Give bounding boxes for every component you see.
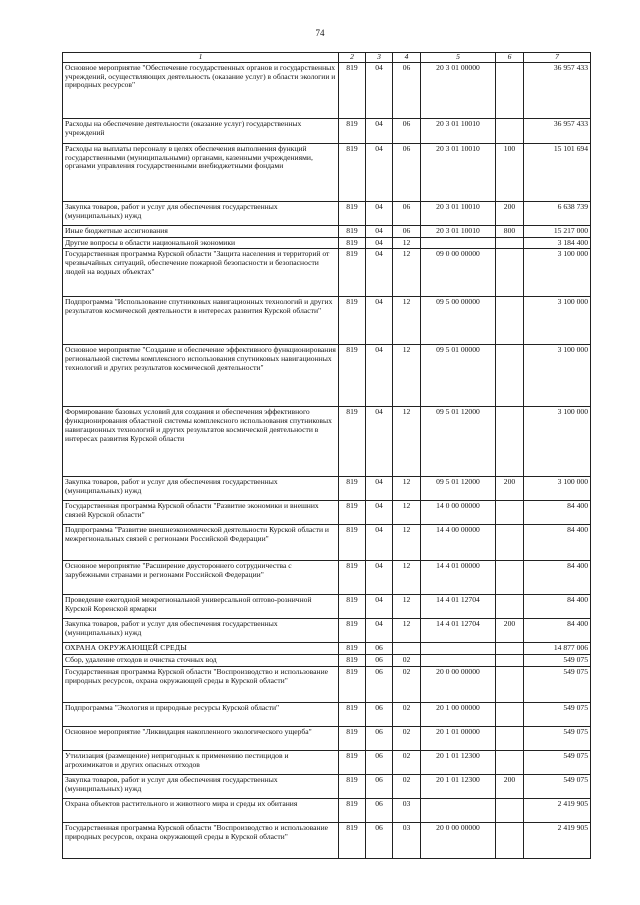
row-expense-type <box>496 798 524 822</box>
row-subsection-code: 12 <box>393 345 421 407</box>
row-target-article <box>421 798 496 822</box>
row-subsection-code: 03 <box>393 822 421 858</box>
page-number: 74 <box>315 28 325 38</box>
row-expense-type: 200 <box>496 619 524 643</box>
row-subsection-code: 06 <box>393 119 421 144</box>
row-section-code: 06 <box>366 643 393 655</box>
row-expense-type <box>496 407 524 477</box>
table-row <box>63 407 591 477</box>
row-section-code: 04 <box>366 595 393 619</box>
row-section-code: 04 <box>366 501 393 525</box>
row-ministry-code: 819 <box>339 63 366 119</box>
table-row <box>63 345 591 407</box>
row-expense-type <box>496 643 524 655</box>
row-section-code: 04 <box>366 144 393 202</box>
row-target-article: 14 4 01 12704 <box>421 595 496 619</box>
row-amount: 3 100 000 <box>524 407 591 477</box>
row-name: Формирование базовых условий для создания и обеспечения эффективного функционирования областной системы комплексного использования спутниковых навигационных технологий и других результатов космической деятельности в интересах развития Курской области <box>63 407 339 477</box>
row-ministry-code: 819 <box>339 345 366 407</box>
row-target-article: 09 5 01 12000 <box>421 477 496 501</box>
row-name: Закупка товаров, работ и услуг для обеспечения государственных (муниципальных) нужд <box>63 619 339 643</box>
row-section-code: 04 <box>366 297 393 345</box>
header-col-5: 5 <box>421 53 496 63</box>
table-row <box>63 702 591 726</box>
row-section-code: 04 <box>366 619 393 643</box>
row-amount: 84 400 <box>524 595 591 619</box>
row-name: Государственная программа Курской области "Воспроизводство и использование природных ресурсов, охрана окружающей среды в Курской области" <box>63 666 339 702</box>
row-expense-type <box>496 63 524 119</box>
row-ministry-code: 819 <box>339 561 366 595</box>
row-ministry-code: 819 <box>339 726 366 750</box>
row-name: Основное мероприятие "Ликвидация накопленного экологического ущерба" <box>63 726 339 750</box>
row-name: Основное мероприятие "Обеспечение государственных органов и государственных учреждений, осуществляющих деятельность (оказание услуг) в области экологии и природных ресурсов" <box>63 63 339 119</box>
row-ministry-code: 819 <box>339 655 366 667</box>
row-name: Другие вопросы в области национальной экономики <box>63 237 339 249</box>
header-col-1: 1 <box>63 53 339 63</box>
row-subsection-code: 02 <box>393 750 421 774</box>
row-subsection-code: 02 <box>393 666 421 702</box>
table-row <box>63 643 591 655</box>
row-section-code: 06 <box>366 822 393 858</box>
row-amount: 36 957 433 <box>524 119 591 144</box>
header-col-2: 2 <box>339 53 366 63</box>
table-row <box>63 202 591 226</box>
row-amount: 84 400 <box>524 619 591 643</box>
row-target-article: 20 0 00 00000 <box>421 666 496 702</box>
row-expense-type <box>496 249 524 297</box>
row-ministry-code: 819 <box>339 595 366 619</box>
row-expense-type <box>496 702 524 726</box>
table-row <box>63 774 591 798</box>
row-subsection-code: 12 <box>393 477 421 501</box>
row-expense-type: 800 <box>496 226 524 238</box>
header-row <box>63 53 591 63</box>
row-target-article: 14 4 01 00000 <box>421 561 496 595</box>
row-amount: 84 400 <box>524 501 591 525</box>
table-row <box>63 595 591 619</box>
row-amount: 549 075 <box>524 774 591 798</box>
row-subsection-code: 12 <box>393 249 421 297</box>
row-name: Подпрограмма "Экология и природные ресурсы Курской области" <box>63 702 339 726</box>
row-section-code: 04 <box>366 249 393 297</box>
row-ministry-code: 819 <box>339 477 366 501</box>
row-ministry-code: 819 <box>339 226 366 238</box>
row-section-code: 04 <box>366 525 393 561</box>
row-expense-type: 200 <box>496 477 524 501</box>
row-subsection-code: 06 <box>393 144 421 202</box>
row-section-code: 04 <box>366 477 393 501</box>
row-subsection-code: 02 <box>393 726 421 750</box>
row-amount: 3 100 000 <box>524 477 591 501</box>
row-expense-type <box>496 237 524 249</box>
row-expense-type: 200 <box>496 202 524 226</box>
row-subsection-code: 12 <box>393 561 421 595</box>
row-amount: 549 075 <box>524 666 591 702</box>
row-target-article <box>421 655 496 667</box>
row-section-code: 06 <box>366 798 393 822</box>
row-name: Закупка товаров, работ и услуг для обеспечения государственных (муниципальных) нужд <box>63 477 339 501</box>
row-subsection-code: 06 <box>393 202 421 226</box>
row-target-article: 09 5 01 00000 <box>421 345 496 407</box>
row-expense-type: 100 <box>496 144 524 202</box>
table-row <box>63 501 591 525</box>
row-section-code: 06 <box>366 726 393 750</box>
table-row <box>63 249 591 297</box>
row-subsection-code: 02 <box>393 702 421 726</box>
row-target-article <box>421 237 496 249</box>
row-amount: 3 100 000 <box>524 249 591 297</box>
row-subsection-code: 12 <box>393 237 421 249</box>
row-subsection-code: 06 <box>393 63 421 119</box>
row-target-article: 20 3 01 00000 <box>421 63 496 119</box>
row-name: Расходы на выплаты персоналу в целях обеспечения выполнения функций государственными (муниципальными) органами, казенными учреждениями, органами управления государственными внебюджетными фондами <box>63 144 339 202</box>
row-target-article: 09 5 00 00000 <box>421 297 496 345</box>
row-name: Подпрограмма "Использование спутниковых навигационных технологий и других результатов космической деятельности в интересах развития Курской области" <box>63 297 339 345</box>
row-name: Государственная программа Курской области "Развитие экономики и внешних связей Курской области" <box>63 501 339 525</box>
row-ministry-code: 819 <box>339 237 366 249</box>
row-target-article: 20 3 01 10010 <box>421 144 496 202</box>
row-ministry-code: 819 <box>339 144 366 202</box>
row-name: Подпрограмма "Развитие внешнеэкономической деятельности Курской области и межрегиональных связей с регионами Российской Федерации" <box>63 525 339 561</box>
row-amount: 6 638 739 <box>524 202 591 226</box>
row-subsection-code: 12 <box>393 501 421 525</box>
row-section-code: 04 <box>366 561 393 595</box>
row-name: Охрана объектов растительного и животного мира и среды их обитания <box>63 798 339 822</box>
row-ministry-code: 819 <box>339 407 366 477</box>
row-expense-type <box>496 822 524 858</box>
row-subsection-code: 12 <box>393 525 421 561</box>
table-row <box>63 237 591 249</box>
row-subsection-code: 02 <box>393 655 421 667</box>
table-row <box>63 119 591 144</box>
row-expense-type: 200 <box>496 774 524 798</box>
row-subsection-code: 03 <box>393 798 421 822</box>
row-ministry-code: 819 <box>339 774 366 798</box>
row-section-code: 04 <box>366 345 393 407</box>
row-ministry-code: 819 <box>339 119 366 144</box>
row-ministry-code: 819 <box>339 501 366 525</box>
row-amount: 549 075 <box>524 726 591 750</box>
row-amount: 3 100 000 <box>524 345 591 407</box>
row-expense-type <box>496 595 524 619</box>
row-expense-type <box>496 501 524 525</box>
row-ministry-code: 819 <box>339 666 366 702</box>
row-subsection-code <box>393 643 421 655</box>
row-amount: 15 101 694 <box>524 144 591 202</box>
row-amount: 3 184 400 <box>524 237 591 249</box>
table-row <box>63 822 591 858</box>
row-amount: 36 957 433 <box>524 63 591 119</box>
table-row <box>63 144 591 202</box>
table-row <box>63 750 591 774</box>
row-amount: 14 877 006 <box>524 643 591 655</box>
row-target-article: 09 5 01 12000 <box>421 407 496 477</box>
row-name: Основное мероприятие "Расширение двустороннего сотрудничества с зарубежными странами и регионами Российской Федерации" <box>63 561 339 595</box>
row-name: Утилизация (размещение) непригодных к применению пестицидов и агрохимикатов и других опасных отходов <box>63 750 339 774</box>
row-section-code: 06 <box>366 666 393 702</box>
row-target-article: 14 0 00 00000 <box>421 501 496 525</box>
row-ministry-code: 819 <box>339 297 366 345</box>
row-target-article: 20 1 00 00000 <box>421 702 496 726</box>
header-col-7: 7 <box>524 53 591 63</box>
row-ministry-code: 819 <box>339 525 366 561</box>
row-subsection-code: 12 <box>393 595 421 619</box>
row-amount: 15 217 000 <box>524 226 591 238</box>
header-col-3: 3 <box>366 53 393 63</box>
table-row <box>63 477 591 501</box>
row-expense-type <box>496 119 524 144</box>
table-row <box>63 619 591 643</box>
row-expense-type <box>496 297 524 345</box>
row-ministry-code: 819 <box>339 702 366 726</box>
table-row <box>63 226 591 238</box>
row-section-code: 04 <box>366 202 393 226</box>
row-section-code: 04 <box>366 237 393 249</box>
row-name: Закупка товаров, работ и услуг для обеспечения государственных (муниципальных) нужд <box>63 774 339 798</box>
row-amount: 2 419 905 <box>524 798 591 822</box>
row-ministry-code: 819 <box>339 822 366 858</box>
row-section-code: 06 <box>366 655 393 667</box>
row-section-code: 04 <box>366 119 393 144</box>
row-ministry-code: 819 <box>339 643 366 655</box>
table-row <box>63 666 591 702</box>
row-name: Закупка товаров, работ и услуг для обеспечения государственных (муниципальных) нужд <box>63 202 339 226</box>
row-amount: 549 075 <box>524 750 591 774</box>
row-target-article: 09 0 00 00000 <box>421 249 496 297</box>
row-name: Иные бюджетные ассигнования <box>63 226 339 238</box>
row-target-article: 14 4 01 12704 <box>421 619 496 643</box>
row-expense-type <box>496 525 524 561</box>
row-name: Сбор, удаление отходов и очистка сточных вод <box>63 655 339 667</box>
row-section-code: 04 <box>366 407 393 477</box>
row-target-article: 20 3 01 10010 <box>421 119 496 144</box>
row-target-article: 14 4 00 00000 <box>421 525 496 561</box>
row-amount: 84 400 <box>524 525 591 561</box>
row-target-article: 20 3 01 10010 <box>421 226 496 238</box>
row-amount: 2 419 905 <box>524 822 591 858</box>
row-expense-type <box>496 561 524 595</box>
budget-table <box>62 52 591 859</box>
row-ministry-code: 819 <box>339 750 366 774</box>
row-section-code: 06 <box>366 750 393 774</box>
header-col-4: 4 <box>393 53 421 63</box>
table-row <box>63 798 591 822</box>
row-target-article: 20 0 00 00000 <box>421 822 496 858</box>
row-name: Проведение ежегодной межрегиональной универсальной оптово-розничной Курской Коренской ярмарки <box>63 595 339 619</box>
row-amount: 84 400 <box>524 561 591 595</box>
row-section-code: 04 <box>366 63 393 119</box>
row-subsection-code: 12 <box>393 407 421 477</box>
table-row <box>63 297 591 345</box>
row-name: Государственная программа Курской области "Воспроизводство и использование природных ресурсов, охрана окружающей среды в Курской области" <box>63 822 339 858</box>
row-name: Основное мероприятие "Создание и обеспечение эффективного функционирования региональной системы комплексного использования спутниковых навигационных технологий и других результатов космической деятельности" <box>63 345 339 407</box>
row-expense-type <box>496 655 524 667</box>
row-expense-type <box>496 726 524 750</box>
row-section-code: 04 <box>366 226 393 238</box>
row-expense-type <box>496 345 524 407</box>
budget-table-body <box>63 63 591 859</box>
row-amount: 549 075 <box>524 655 591 667</box>
row-ministry-code: 819 <box>339 249 366 297</box>
row-expense-type <box>496 750 524 774</box>
table-row <box>63 63 591 119</box>
row-name: ОХРАНА ОКРУЖАЮЩЕЙ СРЕДЫ <box>63 643 339 655</box>
row-target-article <box>421 643 496 655</box>
row-subsection-code: 06 <box>393 226 421 238</box>
table-row <box>63 561 591 595</box>
row-name: Государственная программа Курской области "Защита населения и территорий от чрезвычайных ситуаций, обеспечение пожарной безопасности и безопасности людей на водных объектах" <box>63 249 339 297</box>
table-row <box>63 525 591 561</box>
row-target-article: 20 1 01 12300 <box>421 750 496 774</box>
row-subsection-code: 12 <box>393 297 421 345</box>
row-expense-type <box>496 666 524 702</box>
row-ministry-code: 819 <box>339 202 366 226</box>
table-row <box>63 655 591 667</box>
row-target-article: 20 3 01 10010 <box>421 202 496 226</box>
row-ministry-code: 819 <box>339 619 366 643</box>
row-ministry-code: 819 <box>339 798 366 822</box>
row-amount: 549 075 <box>524 702 591 726</box>
row-section-code: 06 <box>366 774 393 798</box>
row-subsection-code: 12 <box>393 619 421 643</box>
row-target-article: 20 1 01 00000 <box>421 726 496 750</box>
row-amount: 3 100 000 <box>524 297 591 345</box>
row-section-code: 06 <box>366 702 393 726</box>
header-col-6: 6 <box>496 53 524 63</box>
row-subsection-code: 02 <box>393 774 421 798</box>
row-target-article: 20 1 01 12300 <box>421 774 496 798</box>
table-row <box>63 726 591 750</box>
row-name: Расходы на обеспечение деятельности (оказание услуг) государственных учреждений <box>63 119 339 144</box>
